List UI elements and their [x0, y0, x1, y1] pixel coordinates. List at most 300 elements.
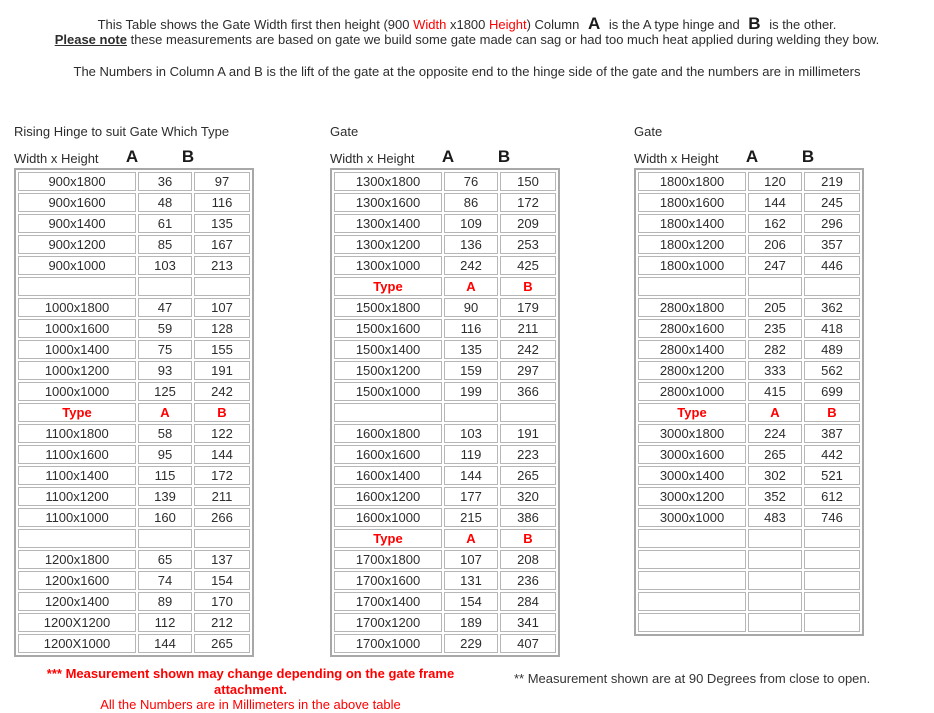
table-row: [18, 634, 250, 653]
table-row: [334, 487, 556, 506]
please-note-label: Please note: [54, 32, 127, 47]
gate-size-cell: 3000x1000: [638, 508, 746, 527]
table-row: [18, 592, 250, 611]
gate-size-cell: 2800x1800: [638, 298, 746, 317]
table-row: [334, 361, 556, 380]
gate-size-cell: 1300x1800: [334, 172, 442, 191]
b-value-cell: B: [500, 529, 556, 548]
gate-size-cell: 1500x1200: [334, 361, 442, 380]
a-value-cell: 415: [748, 382, 802, 401]
gate-size-cell: 1800x1400: [638, 214, 746, 233]
gate-size-cell: 1500x1800: [334, 298, 442, 317]
gate-size-cell: 1600x1400: [334, 466, 442, 485]
gate-size-cell: [18, 277, 136, 296]
a-value-cell: 75: [138, 340, 192, 359]
b-value-cell: 170: [194, 592, 250, 611]
b-value-cell: 746: [804, 508, 860, 527]
table-row: [18, 193, 250, 212]
a-value-cell: 247: [748, 256, 802, 275]
b-value-cell: 107: [194, 298, 250, 317]
warning-line-2: attachment.: [214, 681, 287, 697]
a-value-cell: 302: [748, 466, 802, 485]
a-value-cell: A: [748, 403, 802, 422]
a-value-cell: 59: [138, 319, 192, 338]
b-value-cell: 387: [804, 424, 860, 443]
a-value-cell: 282: [748, 340, 802, 359]
a-value-cell: 352: [748, 487, 802, 506]
gate-size-cell: Type: [18, 403, 136, 422]
b-value-cell: 242: [500, 340, 556, 359]
table-group-right: [634, 122, 864, 636]
gate-size-cell: 1200x1800: [18, 550, 136, 569]
empty-row: [18, 277, 250, 296]
b-value-cell: B: [804, 403, 860, 422]
a-value-cell: [748, 592, 802, 611]
gate-size-cell: 900x1200: [18, 235, 136, 254]
b-value-cell: 446: [804, 256, 860, 275]
gate-size-cell: 1200x1600: [18, 571, 136, 590]
b-value-cell: 425: [500, 256, 556, 275]
table-row: [638, 487, 860, 506]
gate-size-cell: 2800x1200: [638, 361, 746, 380]
measurement-warning-note: [28, 666, 473, 713]
a-value-cell: 109: [444, 214, 498, 233]
gate-size-cell: 1100x1600: [18, 445, 136, 464]
b-value-cell: 418: [804, 319, 860, 338]
col-header-width-height: Width x Height: [14, 151, 99, 166]
a-value-cell: 89: [138, 592, 192, 611]
a-value-cell: [748, 613, 802, 632]
gate-size-cell: [638, 571, 746, 590]
b-value-cell: B: [194, 403, 250, 422]
a-value-cell: 206: [748, 235, 802, 254]
a-value-cell: [138, 277, 192, 296]
empty-row: [638, 277, 860, 296]
gate-size-cell: [638, 592, 746, 611]
empty-row: [638, 592, 860, 611]
table-row: [18, 319, 250, 338]
b-value-cell: 209: [500, 214, 556, 233]
table-row: [334, 550, 556, 569]
col-header-width-height: Width x Height: [330, 151, 415, 166]
col-header-b: B: [801, 147, 815, 166]
a-value-cell: [748, 277, 802, 296]
a-value-cell: 215: [444, 508, 498, 527]
table-row: [18, 445, 250, 464]
b-value-cell: 521: [804, 466, 860, 485]
empty-row: [18, 529, 250, 548]
gate-size-cell: 1200X1000: [18, 634, 136, 653]
gate-size-cell: 2800x1400: [638, 340, 746, 359]
table-group-middle-subheader: [330, 141, 560, 168]
gate-size-cell: 1800x1200: [638, 235, 746, 254]
a-value-cell: 107: [444, 550, 498, 569]
gate-size-cell: 900x1800: [18, 172, 136, 191]
table-row: [18, 382, 250, 401]
b-value-cell: 128: [194, 319, 250, 338]
gate-size-cell: 1100x1800: [18, 424, 136, 443]
gate-size-cell: 3000x1400: [638, 466, 746, 485]
b-value-cell: 154: [194, 571, 250, 590]
table-row: [18, 466, 250, 485]
type-header-row: [334, 529, 556, 548]
table-row: [334, 592, 556, 611]
b-value-cell: 137: [194, 550, 250, 569]
gate-size-cell: 1100x1200: [18, 487, 136, 506]
b-value-cell: 320: [500, 487, 556, 506]
b-value-cell: 442: [804, 445, 860, 464]
gate-size-cell: 1600x1600: [334, 445, 442, 464]
warning-line-1: *** Measurement shown may change depending on the gate frame: [46, 666, 455, 681]
table-row: [638, 361, 860, 380]
a-value-cell: 235: [748, 319, 802, 338]
b-value-cell: 167: [194, 235, 250, 254]
col-header-b: B: [497, 147, 511, 166]
intro-line1-height: Height: [489, 17, 527, 32]
table-row: [334, 508, 556, 527]
a-value-cell: 120: [748, 172, 802, 191]
gate-size-cell: 3000x1200: [638, 487, 746, 506]
table-row: [18, 361, 250, 380]
a-value-cell: 136: [444, 235, 498, 254]
type-header-row: [638, 403, 860, 422]
empty-row: [638, 529, 860, 548]
col-header-a: A: [125, 147, 139, 166]
gate-size-cell: 1000x1800: [18, 298, 136, 317]
b-value-cell: 362: [804, 298, 860, 317]
table-row: [18, 298, 250, 317]
a-value-cell: 115: [138, 466, 192, 485]
b-value-cell: [804, 529, 860, 548]
gate-size-cell: 1300x1600: [334, 193, 442, 212]
table-row: [334, 298, 556, 317]
table-row: [334, 256, 556, 275]
table-row: [334, 214, 556, 233]
gate-lift-table-left: [14, 168, 254, 657]
table-row: [638, 466, 860, 485]
a-value-cell: 144: [444, 466, 498, 485]
table-row: [18, 172, 250, 191]
b-value-cell: 296: [804, 214, 860, 233]
table-group-right-subheader: [634, 141, 864, 168]
b-value-cell: [194, 277, 250, 296]
table-group-right-title: Gate: [634, 124, 663, 139]
table-group-middle-title: Gate: [330, 124, 359, 139]
intro-line1-bold-a: A: [587, 14, 601, 33]
b-value-cell: 386: [500, 508, 556, 527]
gate-size-cell: 1300x1400: [334, 214, 442, 233]
intro-line-2: [0, 32, 934, 47]
table-row: [334, 634, 556, 653]
gate-size-cell: 1500x1000: [334, 382, 442, 401]
gate-size-cell: 1500x1600: [334, 319, 442, 338]
b-value-cell: 172: [500, 193, 556, 212]
gate-size-cell: 1000x1400: [18, 340, 136, 359]
col-header-b: B: [181, 147, 195, 166]
a-value-cell: [748, 550, 802, 569]
b-value-cell: 179: [500, 298, 556, 317]
b-value-cell: 562: [804, 361, 860, 380]
table-row: [638, 298, 860, 317]
a-value-cell: 76: [444, 172, 498, 191]
col-header-a: A: [745, 147, 759, 166]
gate-size-cell: [638, 550, 746, 569]
b-value-cell: 284: [500, 592, 556, 611]
intro-line1-mid3: is the A type hinge and: [605, 17, 744, 32]
a-value-cell: 483: [748, 508, 802, 527]
b-value-cell: 219: [804, 172, 860, 191]
b-value-cell: 245: [804, 193, 860, 212]
a-value-cell: 160: [138, 508, 192, 527]
empty-row: [638, 613, 860, 632]
b-value-cell: 208: [500, 550, 556, 569]
empty-row: [638, 571, 860, 590]
b-value-cell: 489: [804, 340, 860, 359]
a-value-cell: 58: [138, 424, 192, 443]
a-value-cell: 189: [444, 613, 498, 632]
table-row: [334, 235, 556, 254]
b-value-cell: 97: [194, 172, 250, 191]
a-value-cell: 125: [138, 382, 192, 401]
table-row: [18, 571, 250, 590]
b-value-cell: 407: [500, 634, 556, 653]
a-value-cell: 103: [138, 256, 192, 275]
ninety-degrees-note: ** Measurement shown are at 90 Degrees from close to open.: [514, 671, 871, 686]
a-value-cell: [748, 529, 802, 548]
a-value-cell: 48: [138, 193, 192, 212]
b-value-cell: [804, 592, 860, 611]
intro-line-1: [0, 16, 934, 32]
table-row: [334, 571, 556, 590]
a-value-cell: 85: [138, 235, 192, 254]
gate-size-cell: 1100x1000: [18, 508, 136, 527]
intro-line1-bold-b: B: [748, 14, 761, 33]
b-value-cell: 223: [500, 445, 556, 464]
a-value-cell: 199: [444, 382, 498, 401]
gate-size-cell: 900x1400: [18, 214, 136, 233]
table-row: [638, 445, 860, 464]
table-group-left-title: Rising Hinge to suit Gate Which Type: [14, 124, 230, 139]
a-value-cell: 139: [138, 487, 192, 506]
b-value-cell: 144: [194, 445, 250, 464]
gate-size-cell: 1700x1200: [334, 613, 442, 632]
gate-size-cell: 1800x1800: [638, 172, 746, 191]
a-value-cell: 47: [138, 298, 192, 317]
table-row: [18, 613, 250, 632]
a-value-cell: 229: [444, 634, 498, 653]
b-value-cell: 366: [500, 382, 556, 401]
b-value-cell: 212: [194, 613, 250, 632]
table-row: [334, 382, 556, 401]
b-value-cell: 155: [194, 340, 250, 359]
table-row: [18, 424, 250, 443]
table-row: [18, 340, 250, 359]
a-value-cell: 135: [444, 340, 498, 359]
type-header-row: [18, 403, 250, 422]
millimeters-note: All the Numbers are in Millimeters in the above table: [100, 697, 401, 712]
table-row: [334, 340, 556, 359]
gate-size-cell: 3000x1800: [638, 424, 746, 443]
gate-size-cell: 2800x1000: [638, 382, 746, 401]
a-value-cell: 119: [444, 445, 498, 464]
intro-line2-rest: these measurements are based on gate we build some gate made can sag or had too much heat applied during welding they bow.: [126, 32, 880, 47]
table-row: [638, 256, 860, 275]
a-value-cell: 205: [748, 298, 802, 317]
gate-size-cell: 900x1600: [18, 193, 136, 212]
table-row: [18, 235, 250, 254]
table-row: [334, 172, 556, 191]
gate-lift-table-right: [634, 168, 864, 636]
type-header-row: [334, 277, 556, 296]
a-value-cell: 93: [138, 361, 192, 380]
b-value-cell: [194, 529, 250, 548]
gate-size-cell: 1000x1600: [18, 319, 136, 338]
gate-size-cell: 2800x1600: [638, 319, 746, 338]
table-row: [18, 214, 250, 233]
gate-size-cell: 1700x1000: [334, 634, 442, 653]
a-value-cell: [444, 403, 498, 422]
a-value-cell: 224: [748, 424, 802, 443]
gate-size-cell: 1200X1200: [18, 613, 136, 632]
a-value-cell: 162: [748, 214, 802, 233]
gate-size-cell: Type: [334, 529, 442, 548]
b-value-cell: [804, 571, 860, 590]
gate-size-cell: 1600x1000: [334, 508, 442, 527]
b-value-cell: 242: [194, 382, 250, 401]
a-value-cell: 86: [444, 193, 498, 212]
table-row: [638, 319, 860, 338]
gate-size-cell: 1700x1800: [334, 550, 442, 569]
table-row: [638, 340, 860, 359]
gate-size-cell: Type: [334, 277, 442, 296]
b-value-cell: 213: [194, 256, 250, 275]
gate-size-cell: 1800x1000: [638, 256, 746, 275]
b-value-cell: 135: [194, 214, 250, 233]
a-value-cell: 265: [748, 445, 802, 464]
gate-size-cell: [638, 613, 746, 632]
b-value-cell: 116: [194, 193, 250, 212]
gate-size-cell: [638, 277, 746, 296]
gate-size-cell: 1200x1400: [18, 592, 136, 611]
table-row: [334, 445, 556, 464]
a-value-cell: 61: [138, 214, 192, 233]
b-value-cell: 172: [194, 466, 250, 485]
a-value-cell: 74: [138, 571, 192, 590]
intro-line1-mid1: x1800: [446, 17, 490, 32]
table-row: [638, 172, 860, 191]
a-value-cell: 154: [444, 592, 498, 611]
a-value-cell: 144: [138, 634, 192, 653]
b-value-cell: 150: [500, 172, 556, 191]
gate-size-cell: 1600x1200: [334, 487, 442, 506]
gate-size-cell: 1500x1400: [334, 340, 442, 359]
table-row: [334, 319, 556, 338]
table-row: [638, 214, 860, 233]
table-row: [638, 508, 860, 527]
a-value-cell: [748, 571, 802, 590]
b-value-cell: [804, 613, 860, 632]
b-value-cell: [804, 277, 860, 296]
b-value-cell: B: [500, 277, 556, 296]
a-value-cell: 95: [138, 445, 192, 464]
gate-size-cell: 1000x1200: [18, 361, 136, 380]
intro-line1-width: Width: [413, 17, 447, 32]
b-value-cell: 191: [500, 424, 556, 443]
b-value-cell: 265: [194, 634, 250, 653]
intro-line1-mid2: ) Column: [526, 17, 583, 32]
b-value-cell: 122: [194, 424, 250, 443]
table-row: [638, 424, 860, 443]
table-row: [638, 235, 860, 254]
a-value-cell: 333: [748, 361, 802, 380]
a-value-cell: A: [138, 403, 192, 422]
a-value-cell: 159: [444, 361, 498, 380]
gate-size-cell: [18, 529, 136, 548]
table-row: [18, 550, 250, 569]
table-row: [18, 508, 250, 527]
gate-size-cell: 1300x1000: [334, 256, 442, 275]
a-value-cell: A: [444, 529, 498, 548]
table-row: [334, 193, 556, 212]
intro-line-3: The Numbers in Column A and B is the lift of the gate at the opposite end to the hinge side of the gate and the numbers are in millimeters: [73, 64, 861, 79]
b-value-cell: [500, 403, 556, 422]
gate-size-cell: 1700x1600: [334, 571, 442, 590]
gate-size-cell: 1000x1000: [18, 382, 136, 401]
a-value-cell: 65: [138, 550, 192, 569]
empty-row: [334, 403, 556, 422]
gate-size-cell: 1800x1600: [638, 193, 746, 212]
gate-size-cell: 1300x1200: [334, 235, 442, 254]
a-value-cell: 90: [444, 298, 498, 317]
intro-text-block: [0, 16, 934, 79]
b-value-cell: 297: [500, 361, 556, 380]
table-row: [18, 256, 250, 275]
b-value-cell: 341: [500, 613, 556, 632]
a-value-cell: 112: [138, 613, 192, 632]
a-value-cell: 144: [748, 193, 802, 212]
gate-size-cell: [334, 403, 442, 422]
col-header-width-height: Width x Height: [634, 151, 719, 166]
table-row: [638, 382, 860, 401]
table-row: [334, 466, 556, 485]
b-value-cell: 191: [194, 361, 250, 380]
gate-lift-table-middle: [330, 168, 560, 657]
table-row: [334, 424, 556, 443]
gate-size-cell: [638, 529, 746, 548]
gate-size-cell: 1700x1400: [334, 592, 442, 611]
a-value-cell: 103: [444, 424, 498, 443]
b-value-cell: 357: [804, 235, 860, 254]
b-value-cell: 265: [500, 466, 556, 485]
gate-size-cell: 900x1000: [18, 256, 136, 275]
table-row: [334, 613, 556, 632]
b-value-cell: 699: [804, 382, 860, 401]
a-value-cell: [138, 529, 192, 548]
b-value-cell: [804, 550, 860, 569]
a-value-cell: 177: [444, 487, 498, 506]
col-header-a: A: [441, 147, 455, 166]
gate-size-cell: 3000x1600: [638, 445, 746, 464]
b-value-cell: 253: [500, 235, 556, 254]
a-value-cell: 242: [444, 256, 498, 275]
a-value-cell: 36: [138, 172, 192, 191]
b-value-cell: 266: [194, 508, 250, 527]
gate-size-cell: 1600x1800: [334, 424, 442, 443]
a-value-cell: 131: [444, 571, 498, 590]
a-value-cell: 116: [444, 319, 498, 338]
table-group-left: [14, 122, 254, 657]
b-value-cell: 211: [500, 319, 556, 338]
